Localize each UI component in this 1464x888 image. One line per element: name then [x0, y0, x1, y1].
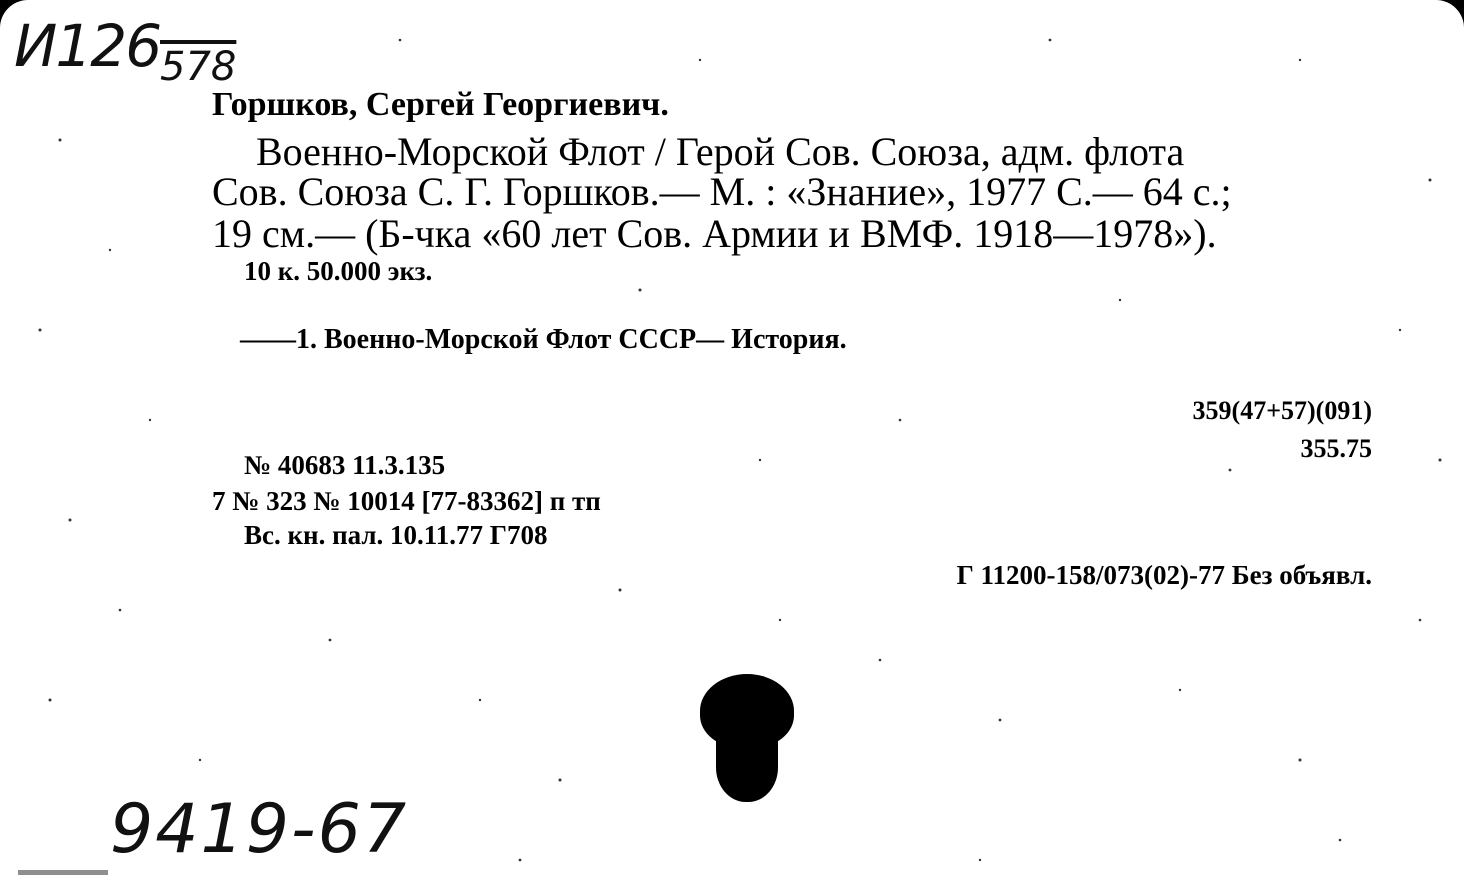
- index-code: Г 11200-158/073(02)-77 Без объявл.: [956, 560, 1372, 590]
- stamp-smudge: [18, 870, 108, 875]
- handwritten-shelf-sub: 578: [160, 44, 237, 90]
- punch-hole-notch: [716, 730, 778, 802]
- subject-heading: ——1. Военно-Морской Флот СССР— История.: [240, 324, 847, 355]
- classification-udc: 359(47+57)(091): [1192, 396, 1372, 425]
- author-heading: Горшков, Сергей Георгиевич.: [212, 86, 669, 123]
- title-line-2: Сов. Союза С. Г. Горшков.— М. : «Знание», 1977 С.— 64 с.;: [212, 169, 1232, 214]
- registry-line-3: Вс. кн. пал. 10.11.77 Г708: [244, 520, 548, 550]
- handwritten-shelf-mark: И126: [14, 12, 161, 80]
- registry-line-2: 7 № 323 № 10014 [77-83362] п тп: [212, 486, 601, 516]
- classification-bbk: 355.75: [1300, 434, 1372, 463]
- price-run: 10 к. 50.000 экз.: [244, 256, 433, 286]
- handwritten-inventory-number: 9419-67: [110, 790, 409, 869]
- title-line-1: Военно-Морской Флот / Герой Сов. Союза, адм. флота: [256, 129, 1185, 174]
- registry-line-1: № 40683 11.3.135: [244, 450, 446, 480]
- title-line-3: 19 см.— (Б-чка «60 лет Сов. Армии и ВМФ. 1918—1978»).: [212, 211, 1217, 256]
